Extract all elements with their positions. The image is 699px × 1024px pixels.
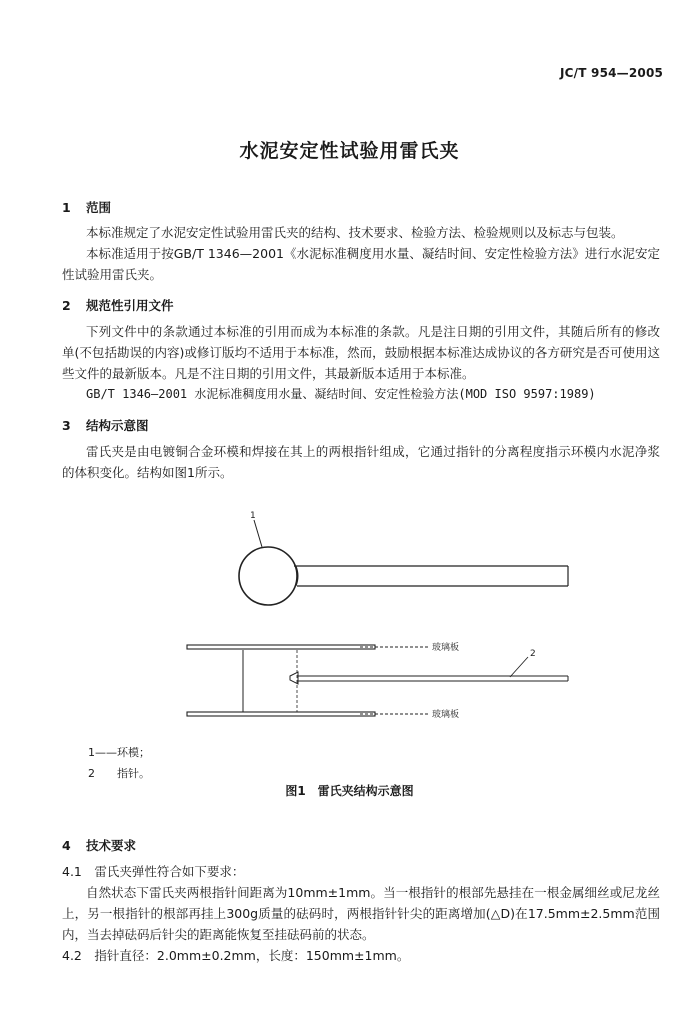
subsection-4-2 <box>62 945 660 966</box>
glass-plate-top-label: 玻璃板 <box>432 643 460 653</box>
figure-legend <box>88 742 150 784</box>
standard-code: JC/T 954—2005 <box>560 66 664 80</box>
legend-item-ring-mould: 1——环模； <box>88 746 150 759</box>
section-1-paragraph-1: 本标准规定了水泥安定性试验用雷氏夹的结构、技术要求、检验方法、检验规则以及标志与包装。 <box>86 225 624 240</box>
subsection-text: 雷氏夹弹性符合如下要求： <box>94 864 245 879</box>
glass-plate-top <box>187 645 375 649</box>
section-3-heading <box>62 416 149 434</box>
callout-1-leader <box>254 520 262 547</box>
glass-plate-bottom-label: 玻璃板 <box>432 710 460 720</box>
ring-mould-top-view <box>239 520 568 605</box>
glass-plate-bottom <box>187 712 375 716</box>
callout-2-leader <box>510 657 528 677</box>
section-number: 3 <box>62 418 71 433</box>
side-view <box>187 645 568 716</box>
callout-2-label: 2 <box>530 649 536 659</box>
section-3-paragraph-1: 雷氏夹是由电镀铜合金环模和焊接在其上的两根指针组成，它通过指针的分离程度指示环模内水泥净浆的体积变化。结构如图1所示。 <box>62 444 660 480</box>
section-number: 2 <box>62 298 71 313</box>
section-title: 范围 <box>86 200 112 215</box>
section-2-heading <box>62 296 174 314</box>
legend-item-needle: 2 指针。 <box>88 767 150 780</box>
subsection-number: 4.2 <box>62 948 82 963</box>
subsection-number: 4.1 <box>62 864 82 879</box>
section-title: 规范性引用文件 <box>86 298 174 313</box>
section-1-paragraph-2: 本标准适用于按GB/T 1346—2001《水泥标准稠度用水量、凝结时间、安定性检验方法》进行水泥安定性试验用雷氏夹。 <box>62 246 660 282</box>
subsection-4-1 <box>62 861 660 882</box>
subsection-4-1-paragraph: 自然状态下雷氏夹两根指针间距离为10mm±1mm。当一根指针的根部先悬挂在一根金属细丝或尼龙丝上，另一根指针的根部再挂上300g质量的砝码时，两根指针针尖的距离增加(△D)在17.5mm±2.5mm范围内，当去掉砝码后针尖的距离能恢复至挂砝码前的状态。 <box>62 885 660 942</box>
section-1-heading <box>62 198 111 216</box>
ring-mould-outline <box>239 547 297 605</box>
subsection-text: 指针直径：2.0mm±0.2mm，长度：150mm±1mm。 <box>94 948 410 963</box>
section-2-paragraph-1: 下列文件中的条款通过本标准的引用而成为本标准的条款。凡是注日期的引用文件，其随后所有的修改单(不包括勘误的内容)或修订版均不适用于本标准，然而，鼓励根据本标准达成协议的各方研究是否可使用这些文件的最新版本。凡是不注日期的引用文件，其最新版本适用于本标准。 <box>62 324 660 381</box>
section-title: 结构示意图 <box>86 418 149 433</box>
section-title: 技术要求 <box>86 838 137 853</box>
section-4-heading <box>62 836 136 854</box>
section-number: 4 <box>62 838 71 853</box>
page-title: 水泥安定性试验用雷氏夹 <box>239 140 460 162</box>
normative-reference: GB/T 1346—2001 水泥标准稠度用水量、凝结时间、安定性检验方法(MOD ISO 9597:1989) <box>86 387 596 401</box>
section-number: 1 <box>62 200 71 215</box>
le-chatelier-mould-diagram <box>0 500 699 730</box>
callout-1-label: 1 <box>250 511 256 521</box>
figure-caption: 图1 雷氏夹结构示意图 <box>285 784 414 798</box>
